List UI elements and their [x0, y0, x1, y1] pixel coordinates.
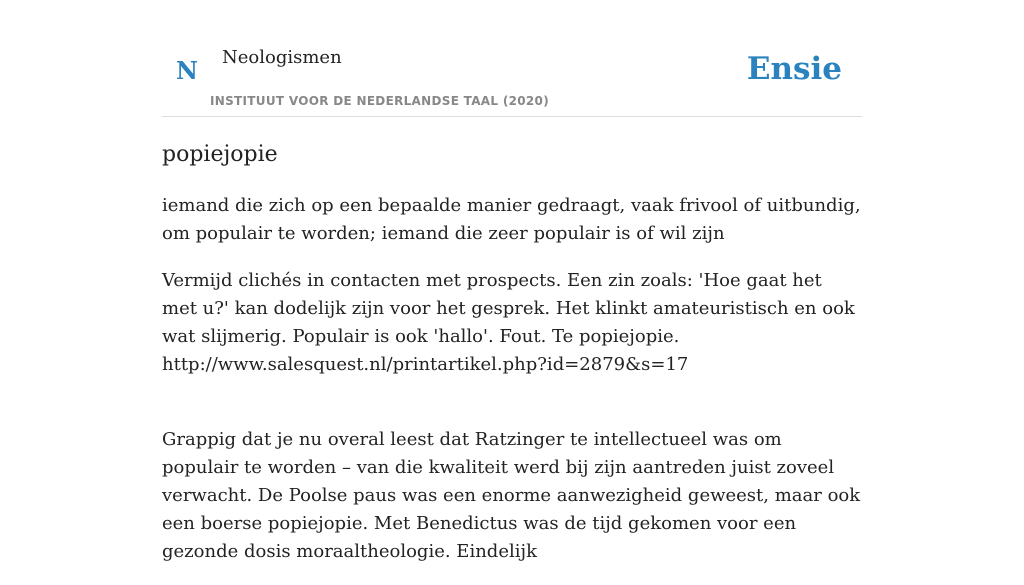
example-spacer	[162, 398, 862, 426]
example-1-source: http://www.salesquest.nl/printartikel.php?id=2879&s=17	[162, 354, 689, 375]
entry-example-2: Grappig dat je nu overal leest dat Ratzinger te intellectueel was om populair te worden – van die kwaliteit werd bij zijn aantreden juist zoveel verwacht. De Poolse paus was een enorme aanwezigheid geweest, maar ook een boerse popiejopie. Met Benedictus was de tijd gekomen voor een gezonde dosis moraaltheologie. Eindelijk	[162, 429, 861, 562]
ensie-logo[interactable]: Ensie	[746, 51, 842, 87]
entry-example-1	[162, 267, 862, 379]
source-header	[162, 0, 862, 117]
source-publisher: INSTITUUT VOOR DE NEDERLANDSE TAAL (2020)	[210, 94, 549, 108]
entry-content	[162, 192, 862, 585]
entry-headword: popiejopie	[162, 142, 278, 167]
entry-definition: iemand die zich op een bepaalde manier gedraagt, vaak frivool of uitbundig, om populair te worden; iemand die zeer populair is of wil zijn	[162, 195, 861, 244]
source-logo-icon: N	[176, 56, 198, 85]
source-title-link[interactable]: Neologismen	[222, 47, 342, 68]
example-1-text: Vermijd clichés in contacten met prospects. Een zin zoals: 'Hoe gaat het met u?' kan dodelijk zijn voor het gesprek. Het klinkt amateuristisch en ook wat slijmerig. Populair is ook 'hallo'. Fout. Te popiejopie.	[162, 270, 855, 347]
